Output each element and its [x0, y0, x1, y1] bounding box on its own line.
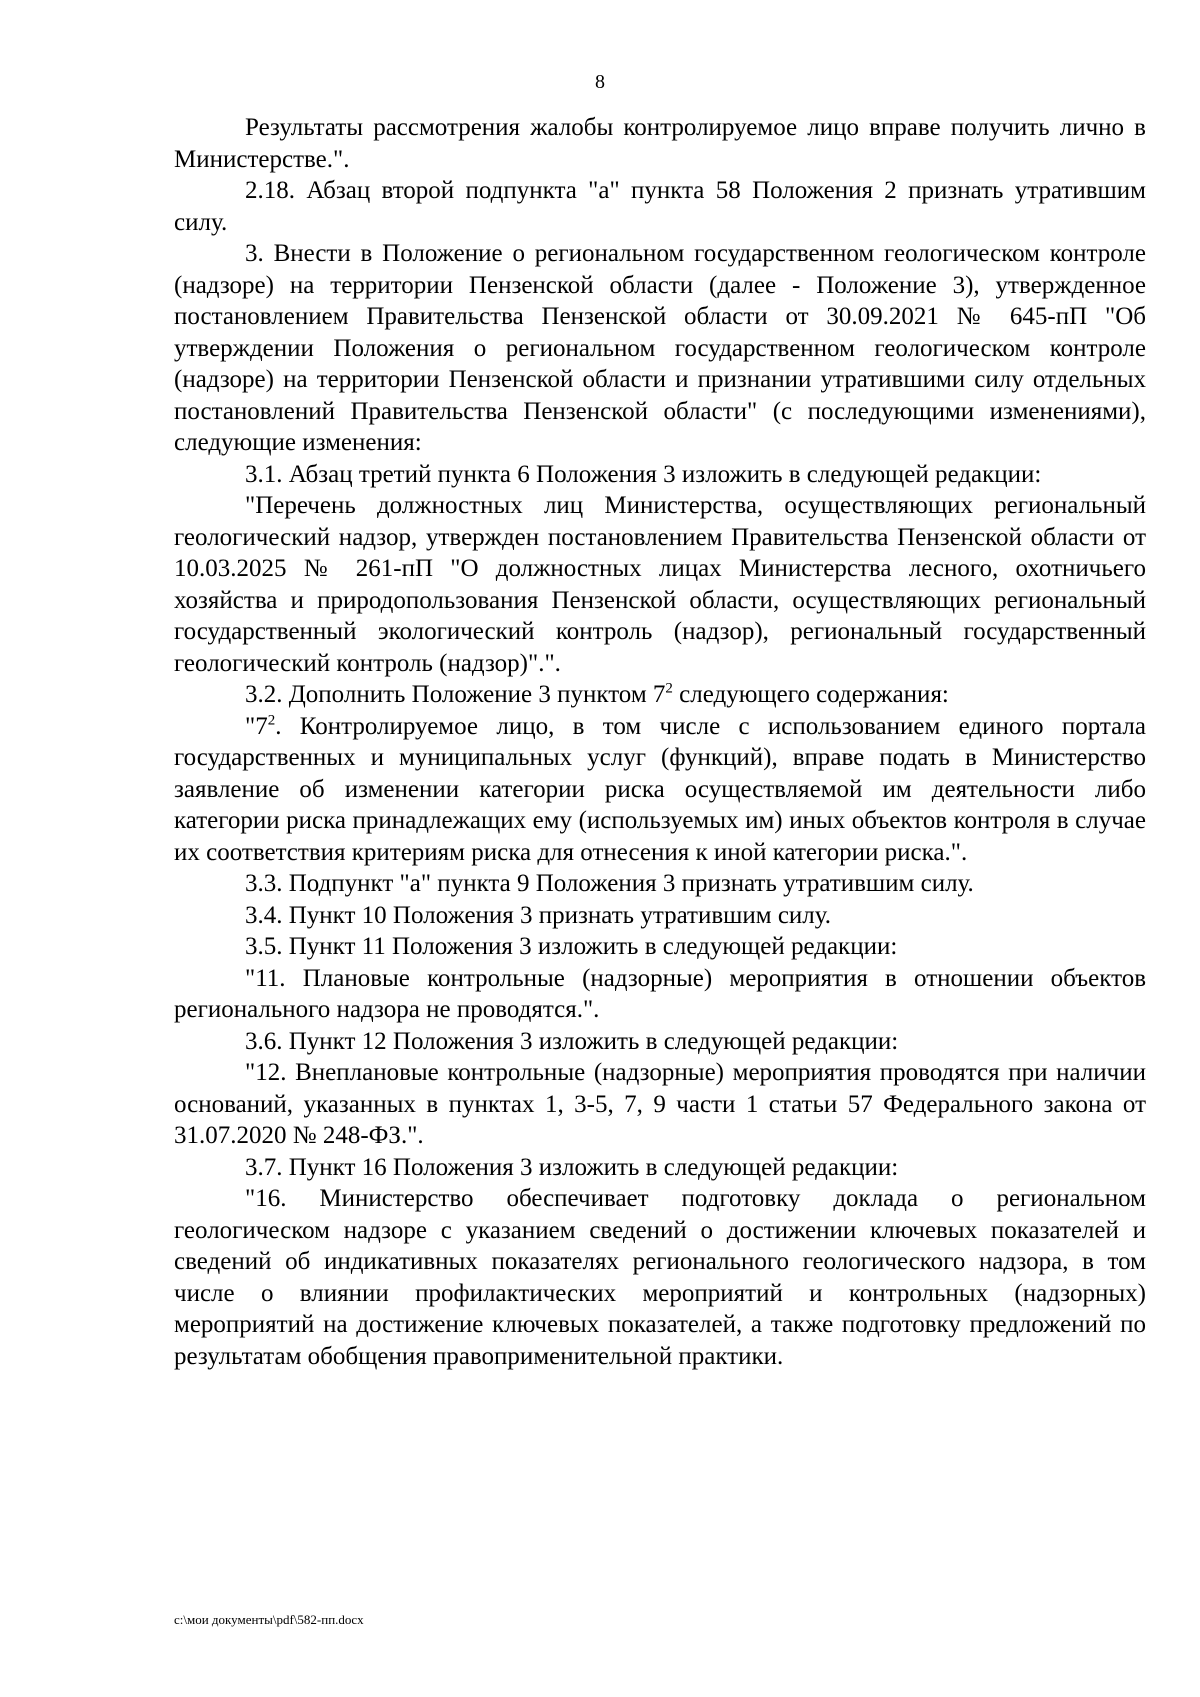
paragraph-3-2 [174, 679, 1146, 711]
paragraph-11-quote: "11. Плановые контрольные (надзорные) мероприятия в отношении объектов регионального надзора не проводятся.". [174, 964, 1146, 1023]
paragraph-3-3: 3.3. Подпункт "а" пункта 9 Положения 3 признать утратившим силу. [245, 870, 974, 897]
paragraph-16-quote: "16. Министерство обеспечивает подготовку доклада о региональном геологическом надзоре с указанием сведений о достижении ключевых показателей и сведений об индикативных показателях регионального геологического надзора, в том числе о влиянии профилактических мероприятий и контрольных (надзорных) мероприятий на достижение ключевых показателей, а также подготовку предложений по результатам обобщения правоприменительной практики. [174, 1185, 1146, 1370]
paragraph-3-2-text-end: следующего содержания: [672, 681, 949, 708]
paragraph-3-intro: 3. Внести в Положение о региональном государственном геологическом контроле (надзоре) на территории Пензенской области (далее - Положение 3), утвержденное постановлением Правительства Пензенской области от 30.09.2021 № 645-пП "Об утверждении Положения о региональном государственном геологическом контроле (надзоре) на территории Пензенской области и признании утратившими силу отдельных постановлений Правительства Пензенской области" (с последующими изменениями), следующие изменения: [174, 240, 1146, 456]
paragraph-2-18: 2.18. Абзац второй подпункта "а" пункта 58 Положения 2 признать утратившим силу. [174, 177, 1146, 236]
paragraph-3-1: 3.1. Абзац третий пункта 6 Положения 3 изложить в следующей редакции: [245, 460, 1042, 488]
paragraph-7-2-start: "7 [245, 712, 268, 740]
paragraph-3-7: 3.7. Пункт 16 Положения 3 изложить в следующей редакции: [245, 1153, 899, 1181]
superscript: 2 [267, 712, 276, 729]
paragraph-3-2-text: 3.2. Дополнить Положение 3 пунктом 7 [245, 681, 666, 708]
paragraph-3-5: 3.5. Пункт 11 Положения 3 изложить в следующей редакции: [245, 933, 898, 960]
paragraph-3-1-quote: "Перечень должностных лиц Министерства, осуществляющих региональный геологический надзор, утвержден постановлением Правительства Пензенской области от 10.03.2025 № 261-пП "О должностных лицах Министерства лесного, охотничьего хозяйства и природопользования Пензенской области, осуществляющих региональный государственный экологический контроль (надзор), региональный государственный геологический контроль (надзор)".". [174, 492, 1146, 677]
file-path-footer: c:\мои документы\pdf\582-пп.docx [174, 1612, 364, 1627]
superscript: 2 [665, 680, 673, 697]
document-body [174, 112, 1146, 1372]
page-number: 8 [595, 71, 605, 93]
paragraph-7-2-text: . Контролируемое лицо, в том числе с использованием единого портала государственных и муниципальных услуг (функций), вправе подать в Министерство заявление об изменении категории риска осуществляемой им деятельности либо категории риска принадлежащих ему (используемых им) иных объектов контроля в случае их соответствия критериям риска для отнесения к иной категории риска.". [174, 712, 1146, 866]
paragraph-3-6: 3.6. Пункт 12 Положения 3 изложить в следующей редакции: [245, 1027, 899, 1055]
paragraph-complaint-result: Результаты рассмотрения жалобы контролируемое лицо вправе получить лично в Министерстве.". [174, 114, 1146, 173]
paragraph-7-2-quote [174, 711, 1146, 869]
paragraph-12-quote: "12. Внеплановые контрольные (надзорные) мероприятия проводятся при наличии оснований, указанных в пунктах 1, 3-5, 7, 9 части 1 статьи 57 Федерального закона от 31.07.2020 № 248-ФЗ.". [174, 1059, 1146, 1149]
paragraph-3-4: 3.4. Пункт 10 Положения 3 признать утратившим силу. [245, 901, 832, 929]
